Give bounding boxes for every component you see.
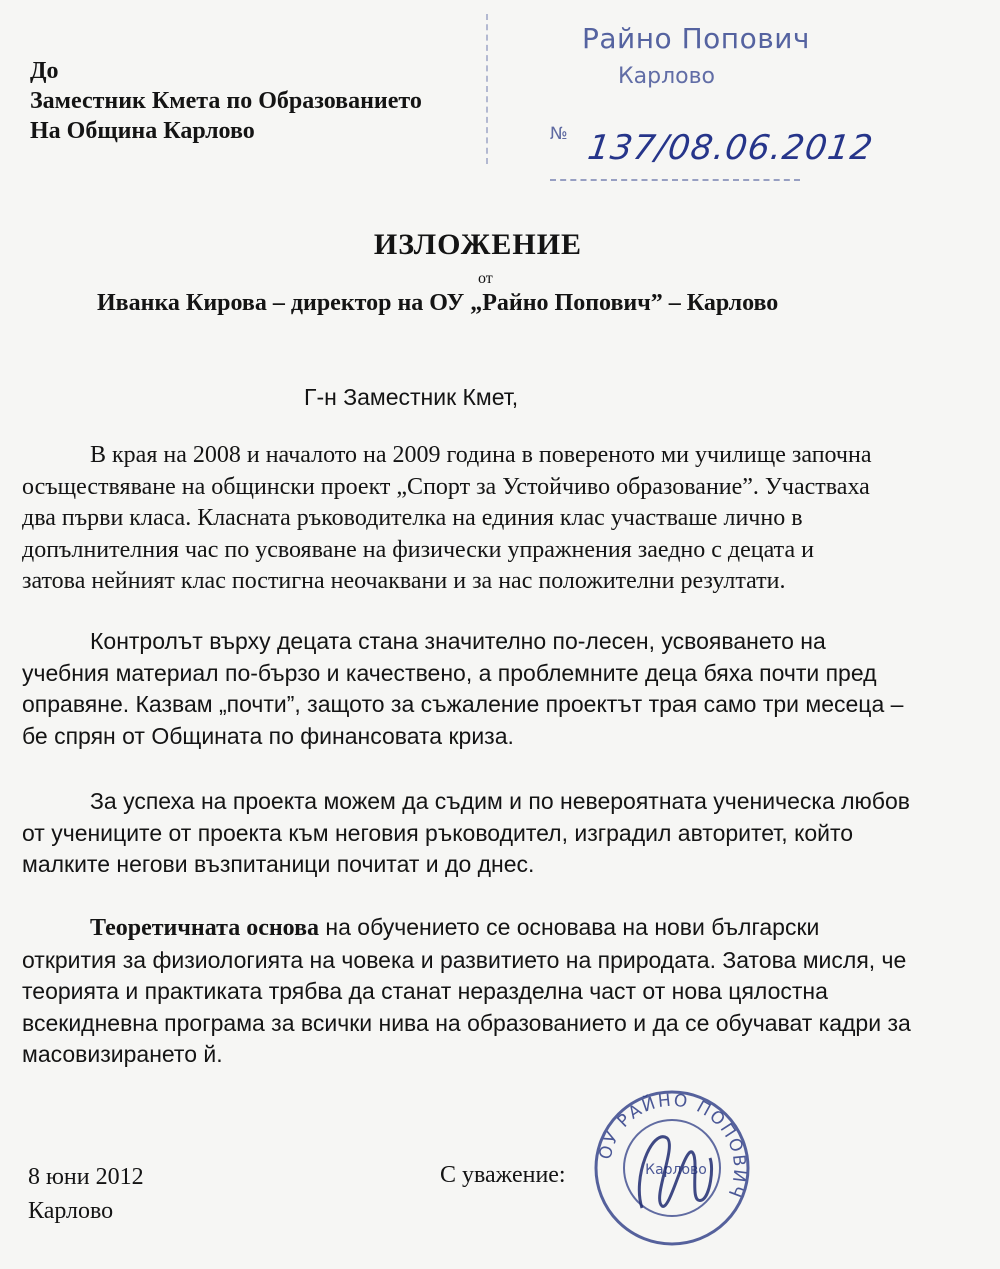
document-place: Карлово: [28, 1198, 114, 1224]
registration-stamp: [490, 14, 876, 194]
paragraph-line: от учениците от проекта към неговия ръководител, изградил авторитет, който: [22, 819, 854, 846]
paragraph-3: [22, 786, 992, 881]
paragraph-line: теорията и практиката трябва да станат неразделна част от нова цялостна: [22, 978, 828, 1004]
stamp-town: Карлово: [618, 64, 716, 89]
paragraph-line: затова нейният клас постигна неочаквани и за нас положителни резултати.: [22, 568, 786, 594]
paragraph-line: всекидневна програма за всички нива на образованието и да се обучават кадри за: [22, 1009, 911, 1036]
official-seal-icon: [592, 1088, 752, 1248]
paragraph-line: оправяне. Казвам „почти”, защото за съжаление проектът трая само три месеца –: [22, 691, 904, 717]
paragraph-2: [22, 626, 992, 752]
addressee-line-3: На Община Карлово: [30, 118, 255, 144]
seal-town: Карлово: [645, 1162, 707, 1178]
document-title: ИЗЛОЖЕНИЕ: [373, 228, 583, 261]
paragraph-line: масовизирането й.: [22, 1041, 223, 1067]
paragraph-line: два първи класа. Класната ръководителка на единия клас участваше лично в: [22, 505, 803, 531]
bold-lead: Теоретичната основа: [90, 915, 320, 941]
addressee-block: [30, 56, 422, 146]
regards-label: С уважение:: [440, 1162, 566, 1188]
from-label: от: [478, 270, 493, 287]
document-date: 8 юни 2012: [28, 1164, 144, 1190]
stamp-school: Райно Попович: [582, 22, 810, 55]
stamp-number-prefix: №: [550, 124, 568, 144]
paragraph-line: [22, 912, 992, 945]
lead-rest: на обучението се основава на нови български: [319, 914, 820, 940]
paragraph-line: Контролът върху децата стана значително по-лесен, усвояването на: [90, 628, 826, 654]
paragraph-line: допълнителния час по усвояване на физически упражнения заедно с децата и: [22, 536, 814, 563]
seal-text: ОУ РАЙНО ПОПОВИЧ: [595, 1090, 750, 1202]
paragraph-line: малките негови възпитаници почитат и до днес.: [22, 851, 535, 877]
date-place-block: [28, 1160, 144, 1228]
paragraph-line: За успеха на проекта можем да съдим и по невероятната ученическа любов: [90, 788, 910, 814]
paragraph-line: открития за физиологията на човека и развитието на природата. Затова мисля, че: [22, 946, 907, 973]
author-line: Иванка Кирова – директор на ОУ „Райно Попович” – Карлово: [97, 290, 779, 316]
stamp-number: 137/08.06.2012: [585, 128, 876, 168]
salutation: Г-н Заместник Кмет,: [304, 384, 519, 410]
paragraph-4: [22, 912, 992, 1071]
svg-text:ОУ РАЙНО ПОПОВИЧ: [595, 1091, 749, 1202]
paragraph-line: осъществяване на общински проект „Спорт за Устойчиво образование”. Участваха: [22, 473, 870, 500]
paragraph-line: бе спрян от Общината по финансовата криза.: [22, 722, 514, 749]
paragraph-line: В края на 2008 и началото на 2009 година в повереното ми училище започна: [90, 442, 872, 468]
paragraph-line: учебния материал по-бързо и качествено, а проблемните деца бяха почти пред: [22, 659, 877, 686]
paragraph-1: [22, 440, 992, 598]
document-heading: [0, 228, 1000, 287]
addressee-line-2: Заместник Кмета по Образованието: [30, 88, 422, 114]
addressee-line-1: До: [30, 58, 59, 84]
